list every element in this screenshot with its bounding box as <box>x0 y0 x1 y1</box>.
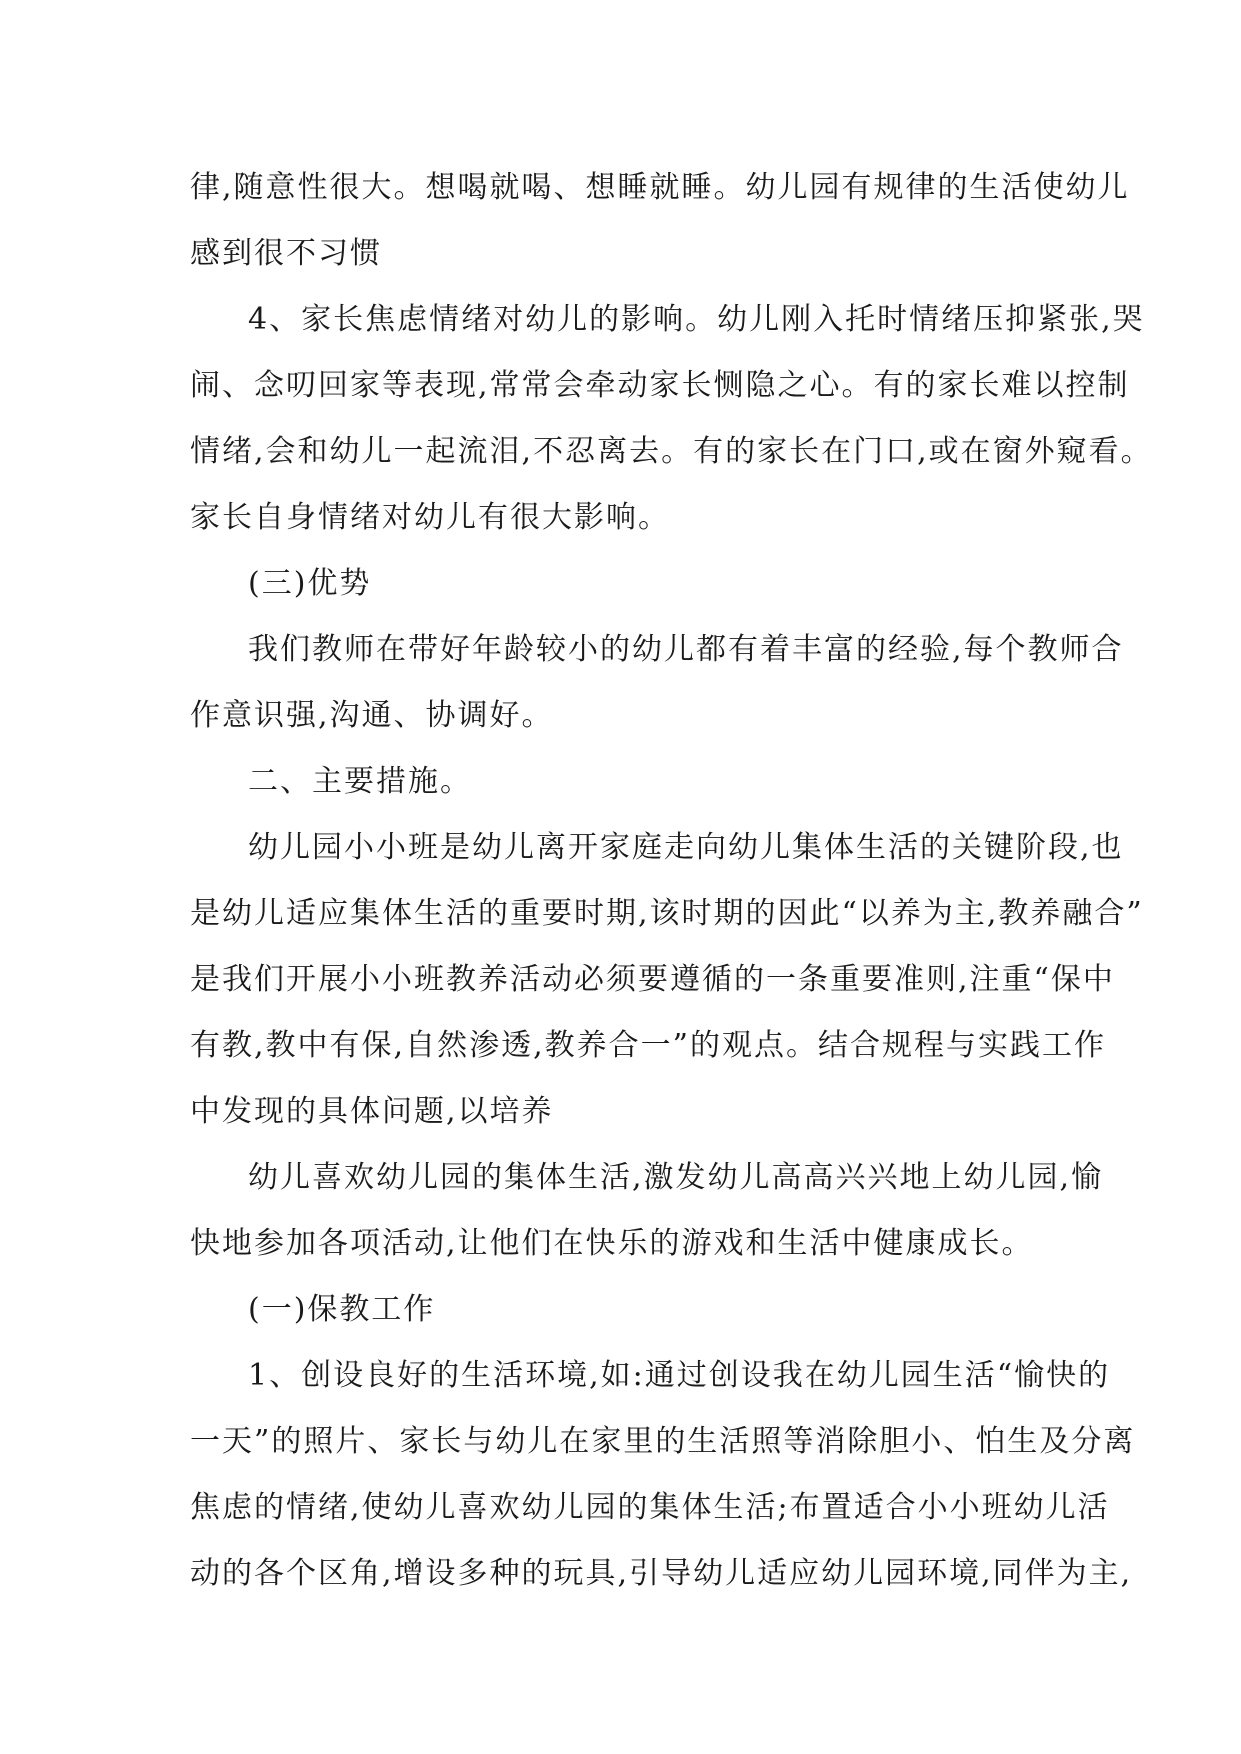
paragraph-start-line: 幼儿园小小班是幼儿离开家庭走向幼儿集体生活的关键阶段,也 <box>248 830 1124 865</box>
text-line: 中发现的具体问题,以培养 <box>190 1094 554 1129</box>
text-line: 是幼儿适应集体生活的重要时期,该时期的因此“以养为主,教养融合” <box>190 896 1144 931</box>
section-heading: (一)保教工作 <box>248 1292 436 1327</box>
text-line: 焦虑的情绪,使幼儿喜欢幼儿园的集体生活;布置适合小小班幼儿活 <box>190 1490 1110 1525</box>
text-line: 情绪,会和幼儿一起流泪,不忍离去。有的家长在门口,或在窗外窥看。 <box>190 434 1153 469</box>
text-line: 快地参加各项活动,让他们在快乐的游戏和生活中健康成长。 <box>190 1226 1034 1261</box>
text-line: 是我们开展小小班教养活动必须要遵循的一条重要准则,注重“保中 <box>190 962 1115 997</box>
section-heading: (三)优势 <box>248 566 372 601</box>
text-line: 感到很不习惯 <box>190 236 382 271</box>
text-line: 律,随意性很大。想喝就喝、想睡就睡。幼儿园有规律的生活使幼儿 <box>190 170 1130 205</box>
paragraph-start-line: 我们教师在带好年龄较小的幼儿都有着丰富的经验,每个教师合 <box>248 632 1124 667</box>
text-line: 有教,教中有保,自然渗透,教养合一”的观点。结合规程与实践工作 <box>190 1028 1106 1063</box>
text-line: 家长自身情绪对幼儿有很大影响。 <box>190 500 670 535</box>
paragraph-start-line: 4、家长焦虑情绪对幼儿的影响。幼儿刚入托时情绪压抑紧张,哭 <box>248 302 1145 337</box>
text-line: 闹、念叨回家等表现,常常会牵动家长恻隐之心。有的家长难以控制 <box>190 368 1130 403</box>
document-page <box>190 155 1153 1607</box>
paragraph-start-line: 1、创设良好的生活环境,如:通过创设我在幼儿园生活“愉快的 <box>248 1358 1111 1393</box>
text-line: 作意识强,沟通、协调好。 <box>190 698 554 733</box>
text-line: 一天”的照片、家长与幼儿在家里的生活照等消除胆小、怕生及分离 <box>190 1424 1136 1459</box>
section-heading: 二、主要措施。 <box>248 764 472 799</box>
paragraph-start-line: 幼儿喜欢幼儿园的集体生活,激发幼儿高高兴兴地上幼儿园,愉 <box>248 1160 1104 1195</box>
text-line: 动的各个区角,增设多种的玩具,引导幼儿适应幼儿园环境,同伴为主, <box>190 1556 1133 1591</box>
